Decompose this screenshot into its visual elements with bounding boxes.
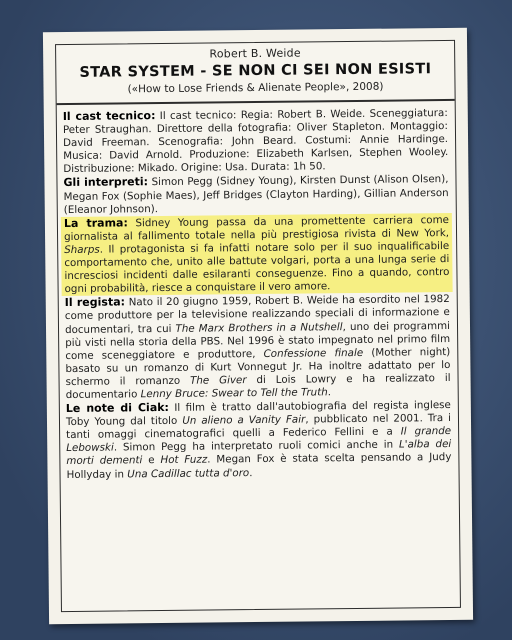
section-label: Le note di Ciak: <box>65 401 169 416</box>
section-italic: Un alieno a Vanity Fair <box>182 413 306 427</box>
card-header <box>56 41 455 105</box>
movie-card <box>43 28 473 624</box>
section-italic: Hot Fuzz <box>160 453 208 467</box>
section-italic: Lenny Bruce: Swear to Tell the Truth <box>140 386 328 401</box>
section-note <box>66 398 452 482</box>
section-text: Sidney Young passa da una promettente carriera come giornalista al fallimento totale nella più prestigiosa rivista di New York, <box>63 213 450 243</box>
section-italic: Il grande Lebowski <box>66 425 452 455</box>
section-label: Gli interpreti: <box>63 175 149 190</box>
section-text: , uno dei programmi più visti nella storia della PBS. Nel 1996 è stato impegnato nel primo film come sceneggiatore e produttore, <box>65 319 451 362</box>
section-interpreti <box>63 172 448 216</box>
section-text: . <box>249 466 253 479</box>
section-italic: Una Cadillac tutta d'oro <box>127 466 250 480</box>
section-italic: Sharps <box>64 243 100 256</box>
section-regista <box>65 292 451 402</box>
section-label: La trama: <box>63 216 128 230</box>
section-trama <box>61 213 453 297</box>
section-cast <box>63 106 449 176</box>
section-text: . Il protagonista si fa infatti notare solo per il suo inqualificabile comportamento che, unito alle battute volgari, porta a una lunga serie di incresciosi incidenti dalle esilaranti conseguenze. Fino a quando, contro ogni probabilità, riesce a conquistare il vero amore. <box>64 239 450 296</box>
section-text: , pubblicato nel 2001. Tra i tanti omaggi cinematografici quelli a Federico Fellini e a <box>66 412 452 442</box>
card-title: STAR SYSTEM - SE NON CI SEI NON ESISTI <box>79 61 432 81</box>
section-text: Il film è tratto dall'autobiografia del regista inglese Toby Young dal titolo <box>65 399 451 429</box>
section-text: . Simon Pegg ha interpretato ruoli comici anche in <box>113 438 400 454</box>
section-italic: The Giver <box>190 373 247 387</box>
section-text: . Megan Fox è stata scelta pensando a Judy Hollyday in <box>66 451 452 481</box>
section-text: Nato il 20 giugno 1959, Robert B. Weide ha esordito nel 1982 come produttore per la televisione realizzando speciali di informazione e documentari, tra cui <box>64 293 450 336</box>
section-label: Il regista: <box>64 295 126 310</box>
section-text: Il cast tecnico: Regia: Robert B. Weide. Sceneggiatura: Peter Straughan. Direttore della fotografia: Oliver Stapleton. Montaggio: David Freeman. Scenografia: John Beard. Costumi: Annie Hardinge. Musica: David Arnold. Produzione: Elizabeth Karlsen, Stephen Wooley. Distribuzione: Mikado. Origine: Usa. Durata: 1h 50. <box>62 107 449 176</box>
section-italic: L'alba dei morti dementi <box>66 438 452 468</box>
card-frame <box>55 40 461 612</box>
section-text: di Lois Lowry e ha realizzato il documentario <box>65 371 451 401</box>
section-text: e <box>142 454 161 467</box>
section-text: Simon Pegg (Sidney Young), Kirsten Dunst (Alison Olsen), Megan Fox (Sophie Maes), Jeff Bridges (Clayton Harding), Gillian Anderson (Eleanor Johnson). <box>63 173 449 216</box>
card-content <box>57 101 459 482</box>
section-text: . <box>327 386 332 399</box>
section-label: Il cast tecnico: <box>62 109 156 124</box>
section-italic: The Marx Brothers in a Nutshell <box>175 320 343 335</box>
card-subtitle: («How to Lose Friends & Alienate People», 2008) <box>127 80 384 96</box>
section-text: (Mother night) basato su un romanzo di Kurt Vonnegut Jr. Ha inoltre adattato per lo schermo il romanzo <box>65 345 451 388</box>
author: Robert B. Weide <box>209 46 301 61</box>
section-italic: Confessione finale <box>263 346 364 360</box>
